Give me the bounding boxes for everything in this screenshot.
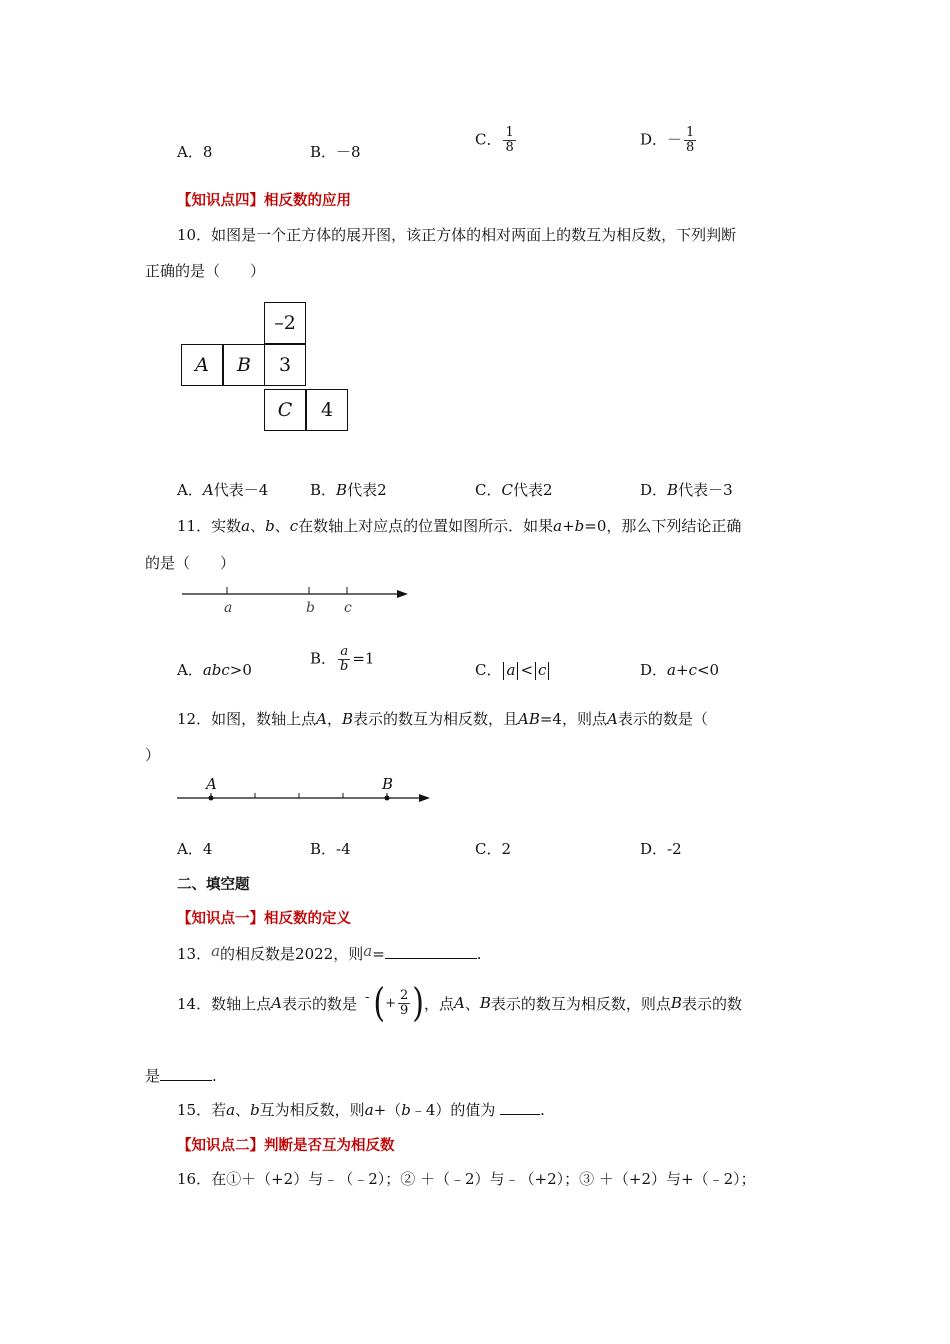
q10-option-b: B．B代表2 bbox=[310, 481, 387, 499]
section-heading: 【知识点四】相反数的应用 bbox=[177, 193, 351, 209]
cube-face: A bbox=[181, 344, 223, 386]
q11-option-d: D．a+c<0 bbox=[640, 661, 720, 679]
cube-face: 3 bbox=[264, 344, 306, 386]
q9-option-a: A．8 bbox=[177, 143, 213, 161]
q10-text-2: 正确的是（ ） bbox=[145, 262, 266, 280]
axis-label-c: c bbox=[344, 600, 352, 616]
section-title: 二、填空题 bbox=[177, 877, 250, 893]
fraction: $\frac{1}{8}$ bbox=[686, 125, 695, 155]
axis-arrow bbox=[419, 794, 430, 802]
answer-blank[interactable] bbox=[385, 944, 477, 959]
q9-option-d: D．－ $\frac{1}{8}$ bbox=[640, 125, 695, 155]
q11-text-2: 的是（ ） bbox=[145, 554, 236, 572]
fraction: $\frac{a}{b}$ bbox=[340, 644, 349, 674]
q11-option-a: A．abc>0 bbox=[177, 661, 252, 679]
fraction: $\frac{1}{8}$ bbox=[505, 125, 514, 155]
axis-label-a: A bbox=[206, 775, 217, 793]
axis-arrow bbox=[397, 590, 408, 598]
q11-option-b: B． $\frac{a}{b}$ =1 bbox=[310, 644, 375, 674]
q12-option-d: D．-2 bbox=[640, 840, 682, 858]
point-b bbox=[385, 796, 390, 801]
q11-text: 11．实数a、b、c在数轴上对应点的位置如图所示．如果a+b=0，那么下列结论正确 bbox=[177, 517, 742, 535]
answer-blank[interactable] bbox=[500, 1100, 540, 1115]
axis-label-a: a bbox=[224, 600, 233, 616]
axis-label-b: b bbox=[306, 600, 315, 616]
point-a bbox=[209, 796, 214, 801]
q10-option-c: C．C代表2 bbox=[475, 481, 553, 499]
section-heading: 【知识点一】相反数的定义 bbox=[177, 911, 351, 927]
q12-option-b: B．-4 bbox=[310, 840, 351, 858]
number-line-q12 bbox=[174, 772, 436, 806]
q13-text: 13．a的相反数是2022，则a= . bbox=[177, 942, 482, 963]
cube-face: B bbox=[223, 344, 265, 386]
q12-text: 12．如图，数轴上点A，B表示的数互为相反数，且AB=4，则点A表示的数是（ bbox=[177, 710, 708, 728]
q10-option-a: A．A代表－4 bbox=[177, 481, 269, 499]
q9-option-c: C． $\frac{1}{8}$ bbox=[475, 125, 514, 155]
cube-face: –2 bbox=[264, 302, 306, 344]
section-heading: 【知识点二】判断是否互为相反数 bbox=[177, 1138, 395, 1154]
q10-option-d: D．B代表－3 bbox=[640, 481, 733, 499]
q12-option-a: A．4 bbox=[177, 840, 213, 858]
cube-face: 4 bbox=[306, 389, 348, 431]
q16-text: 16．在①＋（+2）与﹣（﹣2）；② ＋（﹣2）与﹣（+2）；③ ＋（+2）与+（﹣2）； bbox=[177, 1170, 756, 1188]
q14-text: 14．数轴上点 A 表示的数是 - ( + $\frac{2}{9}$ ) ，点 A 、 B 表示的数互为相反数，则点 B 表示的数 bbox=[177, 980, 742, 1026]
axis-label-b: B bbox=[382, 775, 394, 793]
number-line-q11 bbox=[178, 584, 413, 618]
q10-text: 10．如图是一个正方体的展开图，该正方体的相对两面上的数互为相反数，下列判断 bbox=[177, 226, 737, 244]
cube-face: C bbox=[264, 389, 306, 431]
q11-option-c: C． a < c bbox=[475, 659, 551, 680]
q12-option-c: C．2 bbox=[475, 840, 512, 858]
q12-text-2: ） bbox=[145, 746, 161, 764]
fraction: $\frac{2}{9}$ bbox=[399, 987, 409, 1018]
q14-text-2: 是 . bbox=[145, 1067, 217, 1085]
q9-option-b: B．－8 bbox=[310, 143, 361, 161]
expression: - ( + $\frac{2}{9}$ ) bbox=[364, 980, 424, 1026]
q15-text: 15．若a、b互为相反数，则a+（b﹣4）的值为 . bbox=[177, 1101, 545, 1119]
answer-blank[interactable] bbox=[160, 1066, 212, 1081]
